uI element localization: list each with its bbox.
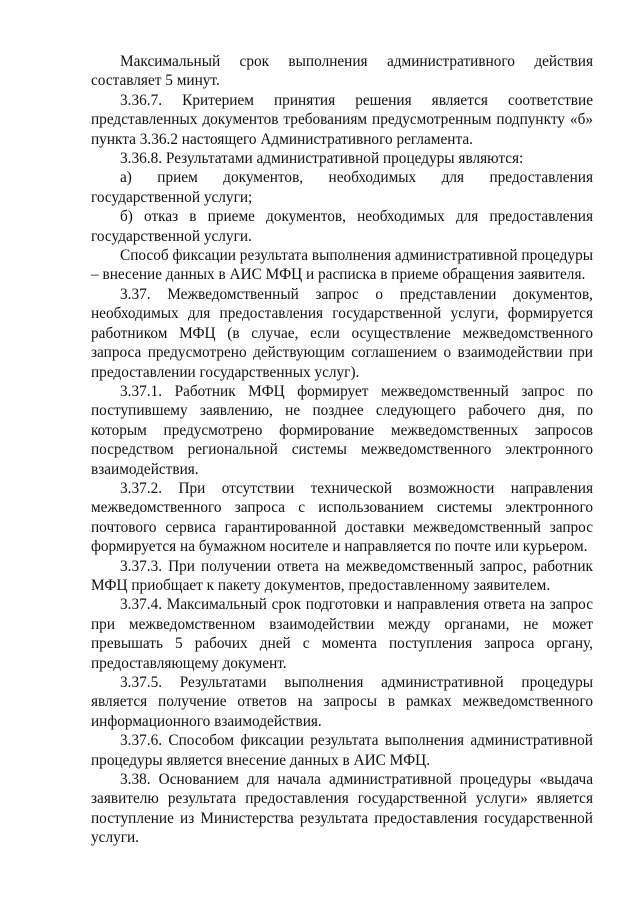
paragraph-3-37-1: 3.37.1. Работник МФЦ формирует межведомственный запрос по поступившему заявлению, не позднее следующего рабочего дня, по которым предусмотрено формирование межведомственных запросов посредством региональной системы межведомственного электронного взаимодействия. (91, 382, 593, 478)
paragraph-3-37-4: 3.37.4. Максимальный срок подготовки и направления ответа на запрос при межведомственном взаимодействии между органами, не может превышать 5 рабочих дней с момента поступления запроса органу, предоставляющему документ. (91, 596, 593, 672)
paragraph-max-time-5-min: Максимальный срок выполнения административного действия составляет 5 минут. (91, 53, 593, 90)
document-page (91, 52, 593, 848)
paragraph-3-37-5: 3.37.5. Результатами выполнения административной процедуры является получение ответов на запросы в рамках межведомственного информационного взаимодействия. (91, 674, 593, 730)
paragraph-fixation-method: Способ фиксации результата выполнения административной процедуры – внесение данных в АИС МФЦ и расписка в приеме обращения заявителя. (91, 247, 593, 284)
paragraph-3-37-3: 3.37.3. При получении ответа на межведомственный запрос, работник МФЦ приобщает к пакету документов, предоставленному заявителем. (91, 557, 593, 594)
list-item-b: б) отказ в приеме документов, необходимых для предоставления государственной услуги. (91, 208, 593, 245)
paragraph-3-36-8: 3.36.8. Результатами административной процедуры являются: (120, 150, 524, 168)
paragraph-3-36-7: 3.36.7. Критерием принятия решения является соответствие представленных документов требованиям предусмотренным подпункту «б» пункта 3.36.2 настоящего Административного регламента. (91, 91, 593, 148)
paragraph-3-37-6: 3.37.6. Способом фиксации результата выполнения административной процедуры является внесение данных в АИС МФЦ. (91, 732, 593, 769)
paragraph-3-37: 3.37. Межведомственный запрос о представлении документов, необходимых для предоставления государственной услуги, формируется работником МФЦ (в случае, если осуществление межведомственного запроса предусмотрено действующим соглашением о взаимодействии при предоставлении государственных услуг). (91, 285, 593, 381)
paragraph-3-38: 3.38. Основанием для начала административной процедуры «выдача заявителю результата предоставления государственной услуги» является поступление из Министерства результата предоставления государственной услуги. (91, 771, 593, 847)
list-item-a: а) прием документов, необходимых для предоставления государственной услуги; (91, 169, 593, 206)
paragraph-3-37-2: 3.37.2. При отсутствии технической возможности направления межведомственного запроса с использованием системы электронного почтового сервиса гарантированной доставки межведомственный запрос формируется на бумажном носителе и направляется по почте или курьером. (91, 479, 593, 556)
